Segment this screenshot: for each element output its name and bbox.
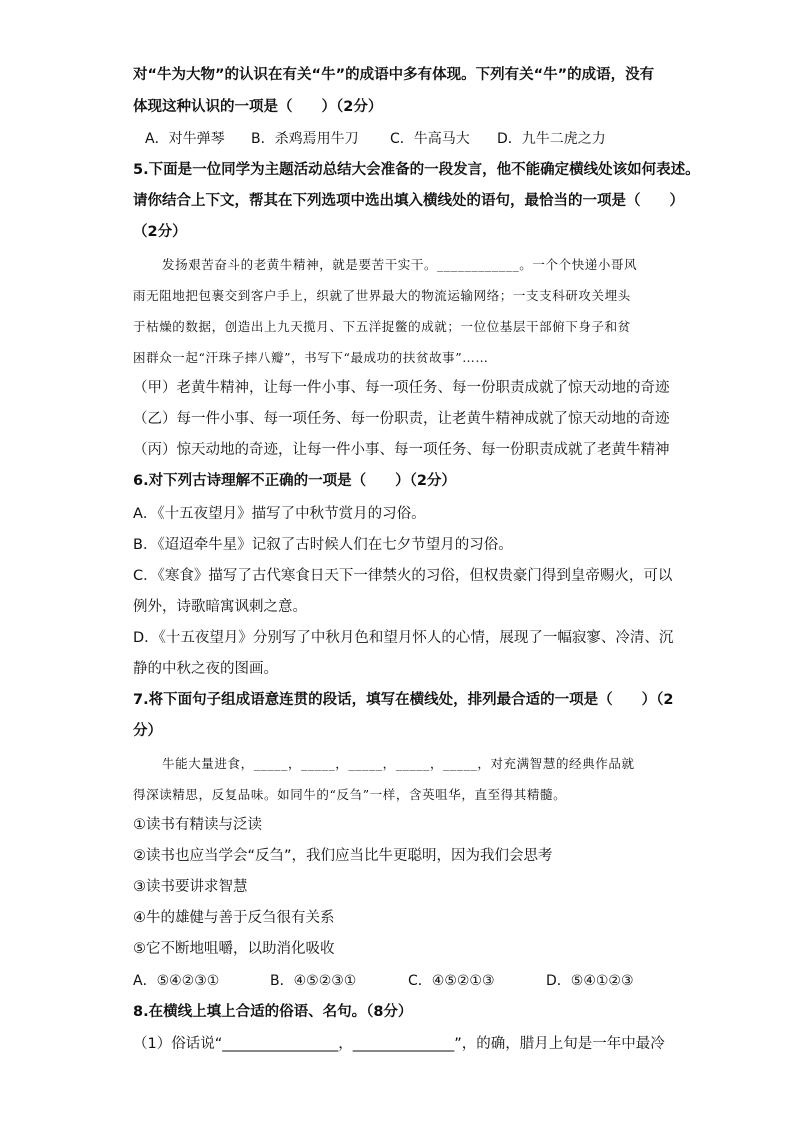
q7-option-a[interactable]: A．⑤④②③①: [133, 973, 220, 989]
q4-option-b[interactable]: B．杀鸡焉用牛刀: [251, 131, 359, 147]
q7-stem-line1: 7.将下面句子组成语意连贯的段话，填写在横线处，排列最合适的一项是（ ）（2: [133, 692, 674, 708]
q7-sentence-5: ⑤它不断地咀嚼，以助消化吸收: [133, 941, 335, 957]
q6-option-b[interactable]: B．《迢迢牵牛星》记叙了古时候人们在七夕节望月的习俗。: [133, 537, 513, 553]
q7-passage-line1: 牛能大量进食，_____，_____，_____，_____，_____，对充满智慧的经典作品就: [162, 756, 635, 771]
q6-option-d-line1[interactable]: D．《十五夜望月》分别写了中秋月色和望月怀人的心情，展现了一幅寂寥、冷清、沉: [133, 630, 674, 646]
q4-option-d[interactable]: D．九牛二虎之力: [497, 131, 606, 147]
q7-option-b[interactable]: B．④⑤②③①: [270, 973, 357, 989]
q5-choice-yi[interactable]: （乙）每一件小事、每一项任务、每一份职责，让老黄牛精神成就了惊天动地的奇迹: [133, 411, 670, 427]
q7-sentence-2: ②读书也应当学会“反刍”，我们应当比牛更聪明，因为我们会思考: [133, 848, 553, 864]
q4-option-c[interactable]: C．牛高马大: [390, 131, 470, 147]
q5-stem-line2: 请你结合上下文，帮其在下列选项中选出填入横线处的语句，最恰当的一项是（ ）: [133, 193, 684, 209]
q5-passage-line1: 发扬艰苦奋斗的老黄牛精神，就是要苦干实干。____________。一个个快递小哥风: [162, 257, 638, 272]
q5-passage-line4: 困群众一起“汗珠子摔八瓣”，书写下“最成功的扶贫故事”……: [133, 350, 489, 365]
q5-passage-line3: 于枯燥的数据，创造出上九天揽月、下五洋捉鳖的成就；一位位基层干部俯下身子和贫: [133, 319, 631, 334]
q5-stem-line3: （2分）: [133, 224, 187, 240]
q6-option-d-line2: 静的中秋之夜的图画。: [133, 661, 278, 677]
q5-choice-jia[interactable]: （甲）老黄牛精神，让每一件小事、每一项任务、每一份职责成就了惊天动地的奇迹: [133, 380, 670, 396]
q4-option-a[interactable]: A．对牛弹琴: [145, 131, 225, 147]
q7-sentence-3: ③读书要讲求智慧: [133, 879, 248, 895]
q6-option-a[interactable]: A．《十五夜望月》描写了中秋节赏月的习俗。: [133, 506, 426, 522]
q4-stem-line1: 对“牛为大物”的认识在有关“牛”的成语中多有体现。下列有关“牛”的成语，没有: [133, 67, 655, 83]
q8-stem: 8.在横线上填上合适的俗语、名句。（8分）: [133, 1004, 413, 1020]
q6-stem: 6.对下列古诗理解不正确的一项是（ ）（2分）: [133, 473, 456, 489]
q5-passage-line2: 雨无阻地把包裹交到客户手上，织就了世界最大的物流运输网络；一支支科研攻关埋头: [133, 288, 631, 303]
q6-option-c-line2: 例外，诗歌暗寓讽刺之意。: [133, 599, 307, 615]
q7-option-c[interactable]: C．④⑤②①③: [408, 973, 495, 989]
q5-choice-bing[interactable]: （丙）惊天动地的奇迹，让每一件小事、每一项任务、每一份职责成就了老黄牛精神: [133, 442, 670, 458]
q7-sentence-4: ④牛的雄健与善于反刍很有关系: [133, 910, 335, 926]
q6-option-c-line1[interactable]: C．《寒食》描写了古代寒食日天下一律禁火的习俗，但权贵豪门得到皇帝赐火，可以: [133, 568, 673, 584]
q7-option-d[interactable]: D．⑤④①②③: [546, 973, 634, 989]
q8-item1: （1）俗话说“________________，______________”，的确，腊月上旬是一年中最冷: [133, 1036, 665, 1052]
q7-stem-line2: 分）: [133, 723, 162, 739]
q7-sentence-1: ①读书有精读与泛读: [133, 817, 262, 833]
q4-stem-line2: 体现这种认识的一项是（ ）（2分）: [133, 99, 383, 115]
q5-stem-line1: 5.下面是一位同学为主题活动总结大会准备的一段发言，他不能确定横线处该如何表述。: [133, 162, 700, 178]
q7-passage-line2: 得深读精思，反复品味。如同牛的“反刍”一样，含英咀华，直至得其精髓。: [133, 787, 567, 802]
